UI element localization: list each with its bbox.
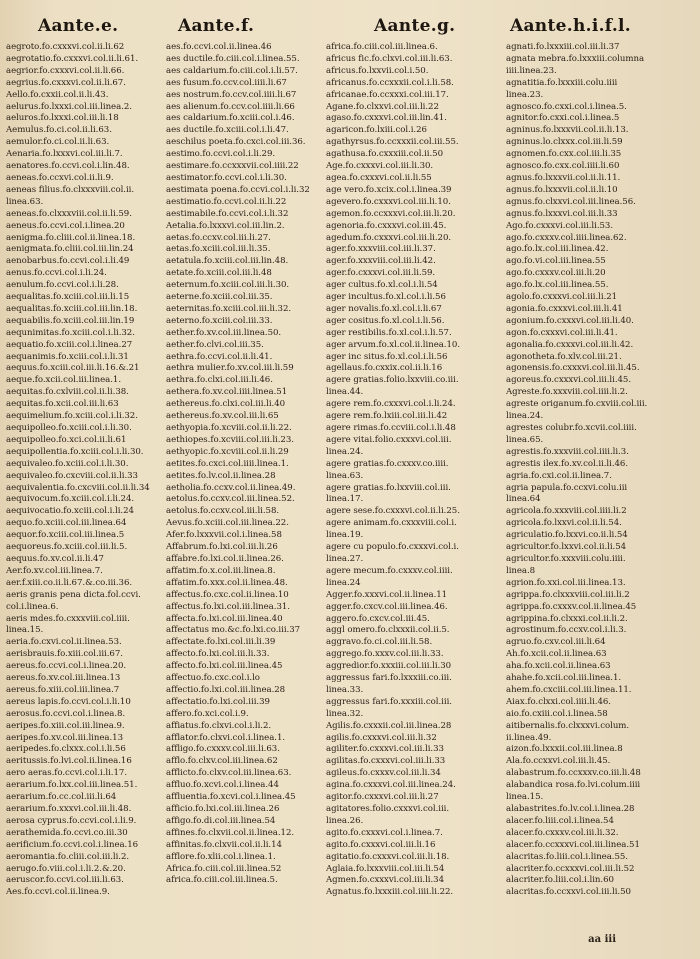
index-entry: aeripes.fo.xiii.col.iii.linea.9. <box>6 720 125 731</box>
index-column-2 <box>166 42 326 947</box>
index-entry: agere rem.fo.cxxxvi.col.i.li.24. <box>326 399 456 410</box>
index-entry: agrostinum.fo.ccxv.col.i.li.3. <box>506 625 627 636</box>
index-entry: agnus.fo.lxxxvii.col.ii.li.11. <box>506 172 621 183</box>
index-entry: agemon.fo.ccxxxvi.col.iii.li.20. <box>326 208 456 219</box>
index-entry: agnus.fo.lxxxvi.col.iii.li.33 <box>506 208 618 219</box>
index-entry: ahahe.fo.xcii.col.iii.linea.1. <box>506 673 622 684</box>
index-entry: ago.fo.vi.col.iii.linea.55 <box>506 256 606 267</box>
index-entry: ager.fo.cxxxvi.col.iii.li.59. <box>326 268 436 279</box>
index-column-1 <box>6 42 166 947</box>
index-columns <box>6 42 696 947</box>
index-entry: agitatores.folio.cxxxvi.col.iii. <box>326 804 450 814</box>
index-entry: aequalitas.fo.xciii.col.iii.lin.18. <box>6 303 138 314</box>
index-entry: aenus.fo.ccvi.col.i.li.24. <box>6 268 107 279</box>
index-entry: aether.fo.xv.col.iii.linea.50. <box>166 327 282 338</box>
index-entry: aequivalentia.fo.cxcviii.col.ii.li.34 <box>6 482 150 493</box>
index-entry: aerosus.fo.ccvi.col.i.linea.8. <box>6 708 126 719</box>
index-entry: agnosco.fo.cxx.col.iiii.li.60 <box>506 161 620 172</box>
index-entry: aer.f.xiii.co.ii.li.67.&.co.iii.36. <box>6 577 133 588</box>
index-entry: africanae.fo.ccxxxi.col.iii.17. <box>326 89 449 100</box>
index-entry: Agger.fo.xxxvi.col.ii.linea.11 <box>326 589 448 600</box>
index-entry: ii.linea.49. <box>506 732 552 743</box>
index-entry: agitatio.fo.cxxxvi.col.iii.li.18. <box>326 851 450 862</box>
column-header-3: Aante.g. <box>374 16 456 36</box>
index-entry: linea.26. <box>326 815 364 826</box>
column-header-2: Aante.f. <box>178 16 255 36</box>
index-entry: aestimata poena.fo.ccvi.col.i.li.32 <box>166 184 310 195</box>
index-entry: alabandica rosa.fo.lvi.colum.iiii <box>506 780 641 791</box>
index-entry: aes ductile.fo.xciii.col.i.li.47. <box>166 125 289 136</box>
index-entry: ago.fo.lx.col.iii.linea.42. <box>506 244 609 255</box>
index-entry: aerosa cyprus.fo.ccvi.col.i.li.9. <box>6 815 137 826</box>
index-entry: linea.65. <box>506 434 544 445</box>
index-entry: col.i.linea.6. <box>6 601 59 612</box>
index-entry: alacriter.fo.ccxxxvi.col.iii.li.52 <box>506 863 635 874</box>
index-entry: aequanimis.fo.xciii.col.i.li.31 <box>6 351 129 362</box>
index-entry: aggrego.fo.xxxv.col.iii.li.33. <box>326 649 444 660</box>
index-entry: aethiopes.fo.xcviii.col.iii.li.23. <box>166 434 294 445</box>
index-entry: affectuo.fo.cxc.col.i.lo <box>166 673 260 684</box>
index-entry: ago.fo.lx.col.iii.linea.55. <box>506 280 609 291</box>
index-entry: aggressus fari.fo.lxxxiii.co.iii. <box>326 673 452 684</box>
index-entry: agileus.fo.cxxxv.col.iii.li.34 <box>326 768 441 779</box>
index-entry: Aetalia.fo.lxxxvi.col.iii.lin.2. <box>166 220 285 231</box>
index-entry: affecta.fo.lxi.col.iii.linea.40 <box>166 613 283 624</box>
index-entry: agrestes colubr.fo.xcvii.col.iiii. <box>506 423 637 433</box>
index-entry: ahem.fo.cxciii.col.iii.linea.11. <box>506 684 632 695</box>
index-entry: aetholia.fo.ccxv.col.ii.linea.49. <box>166 482 296 493</box>
index-entry: aethra.fo.ccvi.col.ii.li.41. <box>166 351 273 362</box>
index-entry: agriculatio.fo.lxxvi.co.ii.li.54 <box>506 530 628 541</box>
index-entry: aeritussis.fo.lvi.col.ii.linea.16 <box>6 756 132 767</box>
index-entry: agere gratias.folio.lxxviii.co.iii. <box>326 375 459 386</box>
index-entry: affatim.fo.xxx.col.ii.linea.48. <box>166 577 288 588</box>
index-entry: agere rem.fo.lxiii.col.iii.li.42 <box>326 411 448 422</box>
index-entry: aenigmata.fo.cliii.col.iii.lin.24 <box>6 244 134 255</box>
index-entry: aenatores.fo.ccvi.col.i.lin.48. <box>6 161 130 172</box>
index-entry: agon.fo.cxxxvi.col.iii.li.41. <box>506 327 618 338</box>
index-entry: afflicto.fo.clxv.col.iii.linea.63. <box>166 768 292 779</box>
index-entry: linea.33. <box>326 684 364 695</box>
index-entry: agito.fo.cxxxvi.col.iii.li.16 <box>326 839 436 850</box>
index-entry: Africa.fo.ciii.col.iii.linea.52 <box>166 863 282 874</box>
index-entry: linea.27. <box>326 553 364 564</box>
index-entry: aeripes.fo.xv.col.iii.linea.13 <box>6 732 123 743</box>
index-entry: aequabilis.fo.xciii.col.iii.lin.19 <box>6 315 135 326</box>
index-entry: agitor.fo.cxxxvi.col.iii.li.27 <box>326 792 439 803</box>
index-entry: alacritas.fo.liii.col.i.linea.55. <box>506 851 628 862</box>
index-entry: agathyrsus.fo.ccxxxii.col.iii.55. <box>326 137 459 148</box>
index-entry: aerathemida.fo.ccvi.co.iii.30 <box>6 827 128 838</box>
index-entry: affabre.fo.lxi.col.ii.linea.26. <box>166 553 284 564</box>
index-entry: affatim.fo.x.col.iii.linea.8. <box>166 565 276 576</box>
index-entry: alacriter.fo.liii.col.i.lin.60 <box>506 875 614 886</box>
index-entry: agoreus.fo.cxxxvi.col.iii.li.45. <box>506 375 632 386</box>
index-entry: aestimator.fo.ccvi.col.i.li.30. <box>166 172 287 183</box>
index-entry: aetites.fo.lv.col.ii.linea.28 <box>166 470 276 481</box>
index-entry: aestimare.fo.ccxxxvii.col.iiii.22 <box>166 161 299 172</box>
index-entry: aeris granis pena dicta.fol.ccvi. <box>6 589 141 600</box>
index-entry: linea.64 <box>506 494 541 505</box>
index-entry: agere gratias.fo.cxxxv.co.iiii. <box>326 458 449 469</box>
index-entry: linea.24 <box>326 577 361 588</box>
index-entry: aha.fo.xcii.col.ii.linea.63 <box>506 661 611 672</box>
index-entry: agonia.fo.cxxxvi.col.iii.li.41 <box>506 303 623 314</box>
index-column-4 <box>506 42 696 947</box>
index-entry: aestimo.fo.ccvi.col.i.li.29. <box>166 149 276 160</box>
index-entry: affinitas.fo.clxvii.col.ii.li.14 <box>166 839 282 850</box>
index-entry: affecto.fo.lxi.col.iii.li.33. <box>166 649 270 660</box>
index-entry: aegrius.fo.cxxxvi.col.ii.li.67. <box>6 77 126 88</box>
index-entry: aethyopic.fo.xcviii.col.ii.li.29 <box>166 446 289 457</box>
index-entry: agolo.fo.cxxxvi.col.iii.li.21 <box>506 292 618 303</box>
index-entry: agere mecum.fo.cxxxv.col.iiii. <box>326 565 453 576</box>
index-entry: agricola.fo.lxxvi.col.ii.li.54. <box>506 518 622 529</box>
index-entry: aequipollentia.fo.xciii.col.i.li.30. <box>6 446 144 457</box>
index-entry: agilitas.fo.cxxxvi.col.iii.li.33 <box>326 756 446 767</box>
index-entry: agrion.fo.xxi.col.iii.linea.13. <box>506 577 626 588</box>
index-entry: affiatus.fo.clxvi.col.i.li.2. <box>166 720 272 731</box>
index-entry: aequipolleo.fo.xci.col.ii.li.61 <box>6 434 127 445</box>
index-entry: aethera.fo.xv.col.iiii.linea.51 <box>166 387 288 398</box>
index-entry: agina.fo.cxxxvi.col.iii.linea.24. <box>326 780 456 791</box>
index-entry: aequitas.fo.xcii.col.iii.li.63 <box>6 399 119 410</box>
index-entry: agruo.fo.cxv.col.iii.li.64 <box>506 637 606 648</box>
index-entry: aes ductile.fo.ciii.col.i.linea.55. <box>166 53 300 64</box>
index-entry: aereus.fo.xiii.col.iii.linea.7 <box>6 684 120 695</box>
index-entry: aeneas.fo.ccxvi.col.ii.li.9. <box>6 172 114 183</box>
index-entry: Agnatus.fo.lxxxiii.col.iiii.li.22. <box>326 887 454 898</box>
index-entry: age vero.fo.xcix.col.i.linea.39 <box>326 184 452 195</box>
index-entry: aerarium.fo.lxx.col.iii.linea.51. <box>6 780 138 791</box>
index-entry: agricultor.fo.lxxvi.col.ii.li.54 <box>506 542 627 553</box>
index-entry: Aevus.fo.xciii.col.iii.linea.22. <box>166 518 289 529</box>
index-entry: ager arvum.fo.xl.col.ii.linea.10. <box>326 339 460 350</box>
index-column-3 <box>326 42 502 947</box>
index-entry: aequus.fo.xv.col.ii.li.47 <box>6 553 104 564</box>
index-entry: agere gratias.fo.lxxviii.col.iii. <box>326 482 451 493</box>
index-entry: linea.17. <box>326 494 364 505</box>
index-entry: affectate.fo.lxi.col.iii.li.39 <box>166 637 276 648</box>
signature-mark: aa iii <box>588 934 616 945</box>
index-entry: affectus.fo.cxc.col.ii.linea.10 <box>166 589 289 600</box>
index-entry: agonium.fo.cxxxvi.col.iii.li.40. <box>506 315 634 326</box>
index-entry: aegrior.fo.cxxxvi.col.ii.li.66. <box>6 65 125 76</box>
index-entry: aetolus.fo.ccxv.col.iii.li.58. <box>166 506 280 517</box>
index-entry: affero.fo.xci.col.i.9. <box>166 708 249 719</box>
index-entry: linea.24. <box>506 411 544 422</box>
index-entry: aes alienum.fo.ccv.col.iiii.li.66 <box>166 101 295 112</box>
index-entry: agaso.fo.cxxxvi.col.iii.lin.41. <box>326 113 447 124</box>
index-entry: aeruscor.fo.ccvi.col.iii.li.63. <box>6 875 124 886</box>
index-entry: agrippa.fo.clxxxviii.col.iii.li.2 <box>506 589 630 600</box>
index-entry: Agmen.fo.cxxxvi.col.iii.li.34 <box>326 875 444 886</box>
index-entry: agonalia.fo.cxxxvi.col.iii.li.42. <box>506 339 634 350</box>
index-entry: aegrotatio.fo.cxxxvi.col.ii.li.61. <box>6 53 139 64</box>
index-entry: agea.fo.cxxxvi.col.ii.li.55 <box>326 172 432 183</box>
index-entry: agere animam.fo.cxxxviii.col.i. <box>326 518 457 529</box>
index-entry: aequitas.fo.cxlviii.col.ii.li.38. <box>6 387 129 398</box>
index-entry: agito.fo.cxxxvi.col.i.linea.7. <box>326 827 443 838</box>
index-entry: aenigma.fo.cliii.col.ii.linea.18. <box>6 232 136 243</box>
index-entry: agnatitia.fo.lxxxiii.colu.iiii <box>506 77 618 88</box>
index-entry: aegroto.fo.cxxxvi.col.ii.li.62 <box>6 42 125 52</box>
index-entry: agnus.fo.clxxvi.col.iii.linea.56. <box>506 196 636 207</box>
index-entry: aeschilus poeta.fo.cxci.col.iii.36. <box>166 137 306 148</box>
index-entry: afflo.fo.clxv.col.iii.linea.62 <box>166 756 278 767</box>
index-entry: Afer.fo.lxxxvii.col.i.linea.58 <box>166 530 282 541</box>
index-entry: agria papula.fo.ccxvi.colu.iii <box>506 482 628 493</box>
index-entry: Agilis.fo.cxxxii.col.iii.linea.28 <box>326 720 452 731</box>
index-entry: aetatula.fo.xciii.col.iii.lin.48. <box>166 256 289 267</box>
index-entry: agnus.fo.lxxxvii.col.ii.li.10 <box>506 184 618 195</box>
index-entry: linea.32. <box>326 708 364 719</box>
index-entry: Ago.fo.cxxxvi.col.iii.li.53. <box>506 220 614 231</box>
index-entry: aes caldarium.fo.xciii.col.i.46. <box>166 113 295 124</box>
running-headers <box>0 16 700 42</box>
index-entry: agere sese.fo.cxxxvi.col.ii.li.25. <box>326 506 460 517</box>
index-entry: aeripedes.fo.clxxx.col.i.li.56 <box>6 744 126 755</box>
index-entry: Age.fo.cxxxvi.col.iii.li.30. <box>326 161 434 172</box>
index-entry: aequnimitas.fo.xciii.col.i.li.32. <box>6 327 135 338</box>
index-entry: Ah.fo.xcii.col.ii.linea.63 <box>506 649 607 660</box>
index-entry: agere vitai.folio.cxxxvi.col.iii. <box>326 434 452 445</box>
index-entry: agrestis.fo.xxxviii.col.iiii.li.3. <box>506 446 629 457</box>
index-entry: agaricon.fo.lxiii.col.i.26 <box>326 125 427 136</box>
index-entry: agricultor.fo.xxxviii.colu.iiii. <box>506 553 626 564</box>
index-entry: affluo.fo.xcvi.col.i.linea.44 <box>166 780 279 791</box>
index-entry: aeterne.fo.xciii.col.iii.35. <box>166 292 273 303</box>
index-entry: aether.fo.clvi.col.iii.35. <box>166 339 264 350</box>
index-entry: agellaus.fo.cxxix.col.ii.li.16 <box>326 363 443 374</box>
index-entry: africa.fo.ciii.col.iii.linea.6. <box>326 42 438 52</box>
index-entry: aetas.fo.ccxv.col.iii.li.27. <box>166 232 271 243</box>
index-entry: aenobarbus.fo.ccvi.col.i.li.49 <box>6 256 130 267</box>
index-entry: aggravo.fo.ci.col.iii.li.58. <box>326 637 433 648</box>
index-entry: Ala.fo.ccxxvi.col.iii.li.45. <box>506 756 611 767</box>
index-entry: aereus lapis.fo.ccvi.col.i.li.10 <box>6 696 131 707</box>
index-entry: alacritas.fo.ccxxvi.col.iii.li.50 <box>506 887 631 898</box>
index-entry: agonotheta.fo.xlv.col.iii.21. <box>506 351 622 362</box>
index-entry: ager cositus.fo.xl.col.i.li.56. <box>326 315 445 326</box>
index-entry: ager inc situs.fo.xl.col.i.li.56 <box>326 351 448 362</box>
index-entry: affecto.fo.lxi.col.iii.linea.45 <box>166 661 283 672</box>
index-entry: aequivocatio.fo.xciii.col.i.li.24 <box>6 506 134 517</box>
index-entry: aerarium.fo.xxxvi.col.iii.li.48. <box>6 804 132 814</box>
index-entry: aeluros.fo.lxxxi.col.iii.li.18 <box>6 113 119 124</box>
index-entry: ago.fo.cxxxv.col.iiii.linea.62. <box>506 232 627 243</box>
index-entry: aequivocum.fo.xciii.col.i.li.24. <box>6 494 135 505</box>
index-entry: aequo.fo.xciii.col.iii.linea.64 <box>6 518 127 529</box>
index-entry: affectatus mo.&c.fo.lxi.co.iii.37 <box>166 625 301 636</box>
index-entry: affligo.fo.cxxxv.col.iii.li.63. <box>166 744 280 755</box>
index-entry: aethra mulier.fo.xv.col.iii.li.59 <box>166 363 294 374</box>
index-entry: linea.19. <box>326 530 364 541</box>
index-entry: agnitor.fo.cxxi.col.i.linea.5 <box>506 113 620 124</box>
index-entry: agedum.fo.cxxxvi.col.iii.li.20. <box>326 232 452 243</box>
index-entry: ager incultus.fo.xl.col.i.li.56 <box>326 292 446 303</box>
index-entry: aetate.fo.xciii.col.iii.li.48 <box>166 268 272 279</box>
index-entry: linea.15. <box>6 625 44 636</box>
index-entry: ager restibilis.fo.xl.col.i.li.57. <box>326 327 452 338</box>
index-entry: Affabrum.fo.lxi.col.iii.li.26 <box>166 542 278 553</box>
index-entry: aerificium.fo.ccvi.col.i.linea.16 <box>6 839 139 850</box>
index-entry: affluentia.fo.xcvi.col.i.linea.45 <box>166 792 296 803</box>
index-entry: Aenaria.fo.lxxxvi.col.iii.li.7. <box>6 149 123 160</box>
index-entry: aeterno.fo.xciii.col.iii.33. <box>166 315 273 326</box>
index-entry: alacer.fo.liii.col.i.linea.54 <box>506 815 614 826</box>
index-entry: aequivaleo.fo.xciii.col.i.li.30. <box>6 458 129 469</box>
index-entry: aequimelium.fo.xciii.col.i.li.32. <box>6 411 138 422</box>
index-entry: aio.fo.cxiii.col.i.linea.58 <box>506 708 608 719</box>
index-entry: agrippina.fo.clxxxi.col.ii.li.2. <box>506 613 628 624</box>
index-entry: iiii.linea.23. <box>506 65 557 76</box>
index-entry: linea.8 <box>506 565 536 576</box>
index-entry: aequoreus.fo.xciii.col.iii.li.5. <box>6 542 128 553</box>
index-entry: aes caldarium.fo.ciii.col.i.li.57. <box>166 65 298 76</box>
index-entry: alacer.fo.ccxxxvi.col.iii.linea.51 <box>506 839 640 850</box>
index-entry: aeternitas.fo.xciii.col.iii.li.32. <box>166 303 292 314</box>
index-entry: afflator.fo.clxvi.col.i.linea.1. <box>166 732 286 743</box>
index-entry: aequor.fo.xciii.col.iii.linea.5 <box>6 530 125 541</box>
index-entry: agninus.lo.clxxx.col.iii.li.59 <box>506 137 623 148</box>
index-entry: africus.fo.lxxvii.col.i.50. <box>326 65 429 76</box>
index-entry: agrippa.fo.cxxxv.col.ii.linea.45 <box>506 601 637 612</box>
index-entry: aelurus.fo.lxxxi.col.iii.linea.2. <box>6 101 132 112</box>
index-entry: aereus.fo.xv.col.iii.linea.13 <box>6 673 121 684</box>
index-entry: aestimabile.fo.ccvi.col.i.li.32 <box>166 208 289 219</box>
index-entry: affines.fo.clxvii.col.ii.linea.12. <box>166 827 295 838</box>
index-entry: aggredior.fo.xxxiii.col.iii.li.30 <box>326 661 452 672</box>
index-entry: aequipolleo.fo.xciii.col.i.li.30. <box>6 423 132 433</box>
index-entry: aeris mdes.fo.cxxxviii.col.iiii. <box>6 613 130 624</box>
index-entry: aggl omero.fo.clxxxii.col.ii.5. <box>326 625 450 636</box>
index-entry: affectus.fo.lxi.col.iii.linea.31. <box>166 601 290 612</box>
index-entry: alabastrites.fo.lv.col.i.linea.28 <box>506 804 635 814</box>
index-entry: aerisbrauis.fo.xiii.col.iii.67. <box>6 649 123 660</box>
index-entry: aitibernalis.fo.clxxxvi.colum. <box>506 720 630 731</box>
index-entry: agninus.fo.lxxxvii.col.ii.li.13. <box>506 125 629 136</box>
index-entry: aggressus fari.fo.xxxiii.col.iii. <box>326 696 452 707</box>
index-entry: Aello.fo.cxxii.col.ii.li.43. <box>6 89 109 100</box>
index-entry: ager cultus.fo.xl.col.i.li.54 <box>326 280 438 291</box>
index-entry: agere cu populo.fo.cxxxvi.col.i. <box>326 542 459 553</box>
index-entry: linea.24. <box>326 446 364 457</box>
index-entry: agilis.fo.cxxxvi.col.iii.li.32 <box>326 732 437 743</box>
index-entry: agria.fo.cxi.col.ii.linea.7. <box>506 470 612 481</box>
index-entry: affectatio.fo.lxi.col.iii.39 <box>166 696 270 707</box>
index-entry: aequatio.fo.xciii.col.i.linea.27 <box>6 339 133 350</box>
index-entry: aethra.fo.clxi.col.iii.li.46. <box>166 375 273 386</box>
index-entry: aizon.fo.lxxxii.col.iii.linea.8 <box>506 744 623 755</box>
index-entry: aequus.fo.xciii.col.iii.li.16.&.21 <box>6 363 140 374</box>
index-entry: agrestis ilex.fo.xv.col.ii.li.46. <box>506 458 629 469</box>
index-entry: aetolus.fo.ccxv.col.iii.linea.52. <box>166 494 295 505</box>
index-entry: agricola.fo.xxxviii.col.iiii.li.2 <box>506 506 627 517</box>
index-entry: affigo.fo.di.col.iii.linea.54 <box>166 815 276 826</box>
index-entry: aggero.fo.cxcv.col.iii.45. <box>326 613 430 624</box>
index-entry: Aer.fo.xv.col.iii.linea.7. <box>6 565 103 576</box>
index-entry: africa.fo.ciii.col.iii.linea.5. <box>166 875 278 886</box>
index-entry: aethereus.fo.xv.col.iii.li.65 <box>166 411 279 422</box>
index-entry: aemulor.fo.ci.col.ii.li.63. <box>6 137 110 148</box>
index-entry: agere rimas.fo.ccviii.col.i.li.48 <box>326 423 456 433</box>
index-entry: agreste origanum.fo.cxviii.col.iii. <box>506 399 648 410</box>
index-entry: aeneas filius.fo.clxxxviii.col.ii. <box>6 184 135 195</box>
index-entry: agathusa.fo.cxxxiii.col.ii.50 <box>326 149 443 160</box>
index-entry: aequivaleo.fo.cxcviii.col.ii.li.33 <box>6 470 138 481</box>
index-entry: afflore.fo.xlii.col.i.linea.1. <box>166 851 276 862</box>
index-entry: Aiax.fo.clxxi.col.iiii.li.46. <box>506 696 611 707</box>
index-entry: aeque.fo.xcii.col.iii.linea.1. <box>6 375 122 386</box>
index-entry: aereus.fo.ccvi.col.i.linea.20. <box>6 661 127 672</box>
index-entry: Agane.fo.clxxvi.col.iii.li.22 <box>326 101 439 112</box>
index-entry: aerarium.fo.cc.col.iii.li.64 <box>6 792 117 803</box>
index-entry: Aes.fo.ccvi.col.ii.linea.9. <box>6 887 110 898</box>
column-header-1: Aante.e. <box>38 16 119 36</box>
index-entry: africanus.fo.ccxxxii.col.i.li.58. <box>326 77 454 88</box>
index-entry: linea.23. <box>506 89 544 100</box>
index-entry: linea.63. <box>6 196 44 207</box>
index-entry: alacer.fo.cxxxv.col.iii.li.32. <box>506 827 619 838</box>
index-entry: agnosco.fo.cxxi.col.i.linea.5. <box>506 101 627 112</box>
index-entry: aeria.fo.cxvi.col.ii.linea.53. <box>6 637 122 648</box>
index-entry: aetites.fo.cxci.col.iiii.linea.1. <box>166 458 289 469</box>
index-entry: aethyopia.fo.xcviii.col.ii.li.22. <box>166 423 292 433</box>
index-entry: aetas.fo.xciii.col.iii.li.35. <box>166 244 271 255</box>
index-entry: agnomen.fo.cxx.col.iii.li.35 <box>506 149 622 160</box>
index-entry: linea.44. <box>326 387 364 398</box>
index-entry: aeternum.fo.xciii.col.iii.li.30. <box>166 280 290 291</box>
index-entry: Agreste.fo.xxxviii.col.iiii.li.2. <box>506 387 628 398</box>
index-entry: alabastrum.fo.ccxxxv.co.iii.li.48 <box>506 768 641 779</box>
index-entry: aes nostrum.fo.ccv.col.iiii.li.67 <box>166 89 297 100</box>
index-entry: ager.fo.xxxviii.col.iii.li.42. <box>326 256 436 267</box>
index-entry: Aglaia.fo.lxxxviii.col.iii.li.54 <box>326 863 445 874</box>
index-entry: ager.fo.xxxviii.col.iii.li.37. <box>326 244 436 255</box>
index-entry: aes fusum.fo.ccv.col.iiii.li.67 <box>166 77 287 88</box>
index-entry: aeneus.fo.ccvi.col.i.linea.20 <box>6 220 125 231</box>
index-entry: aes.fo.ccvi.col.ii.linea.46 <box>166 42 272 52</box>
index-entry: ager novalis.fo.xl.col.i.li.67 <box>326 303 442 314</box>
index-entry: agnati.fo.lxxxiii.col.iii.li.37 <box>506 42 620 52</box>
index-entry: aerugo.fo.viii.col.i.li.2.&.20. <box>6 863 126 874</box>
index-entry: agonensis.fo.cxxxvi.col.iii.li.45. <box>506 363 640 374</box>
index-entry: Aemulus.fo.ci.col.ii.li.63. <box>6 125 112 136</box>
index-entry: aequalitas.fo.xciii.col.iii.li.15 <box>6 292 130 303</box>
index-entry: agevero.fo.cxxxvi.col.iii.li.10. <box>326 196 451 207</box>
index-entry: agger.fo.cxcv.col.iii.linea.46. <box>326 601 448 612</box>
index-entry: aethereus.fo.clxi.col.iii.li.40 <box>166 399 286 410</box>
index-entry: agiliter.fo.cxxxvi.col.iii.li.33 <box>326 744 444 755</box>
index-entry: linea.63. <box>326 470 364 481</box>
index-entry: agenoria.fo.cxxxvi.col.iii.45. <box>326 220 447 231</box>
index-entry: aero aeras.fo.ccvi.col.i.li.17. <box>6 768 127 779</box>
index-entry: ago.fo.cxxxv.col.iii.li.20 <box>506 268 606 279</box>
index-entry: africus fic.fo.clxvi.col.iii.li.63. <box>326 53 453 64</box>
index-entry: aenulum.fo.ccvi.col.i.li.28. <box>6 280 119 291</box>
index-entry: aeneas.fo.clxxxviii.col.ii.li.59. <box>6 208 132 219</box>
column-header-4: Aante.h.i.f.l. <box>510 16 632 36</box>
index-entry: aeromantia.fo.cliii.col.iii.li.2. <box>6 851 130 862</box>
index-entry: linea.15. <box>506 792 544 803</box>
index-entry: agnata mebra.fo.lxxxiii.columna <box>506 53 645 64</box>
index-entry: affectio.fo.lxi.col.iii.linea.28 <box>166 684 286 695</box>
index-entry: aestimatio.fo.ccvi.col.ii.li.22 <box>166 196 287 207</box>
index-entry: afficio.fo.lxi.col.iii.linea.26 <box>166 804 280 814</box>
